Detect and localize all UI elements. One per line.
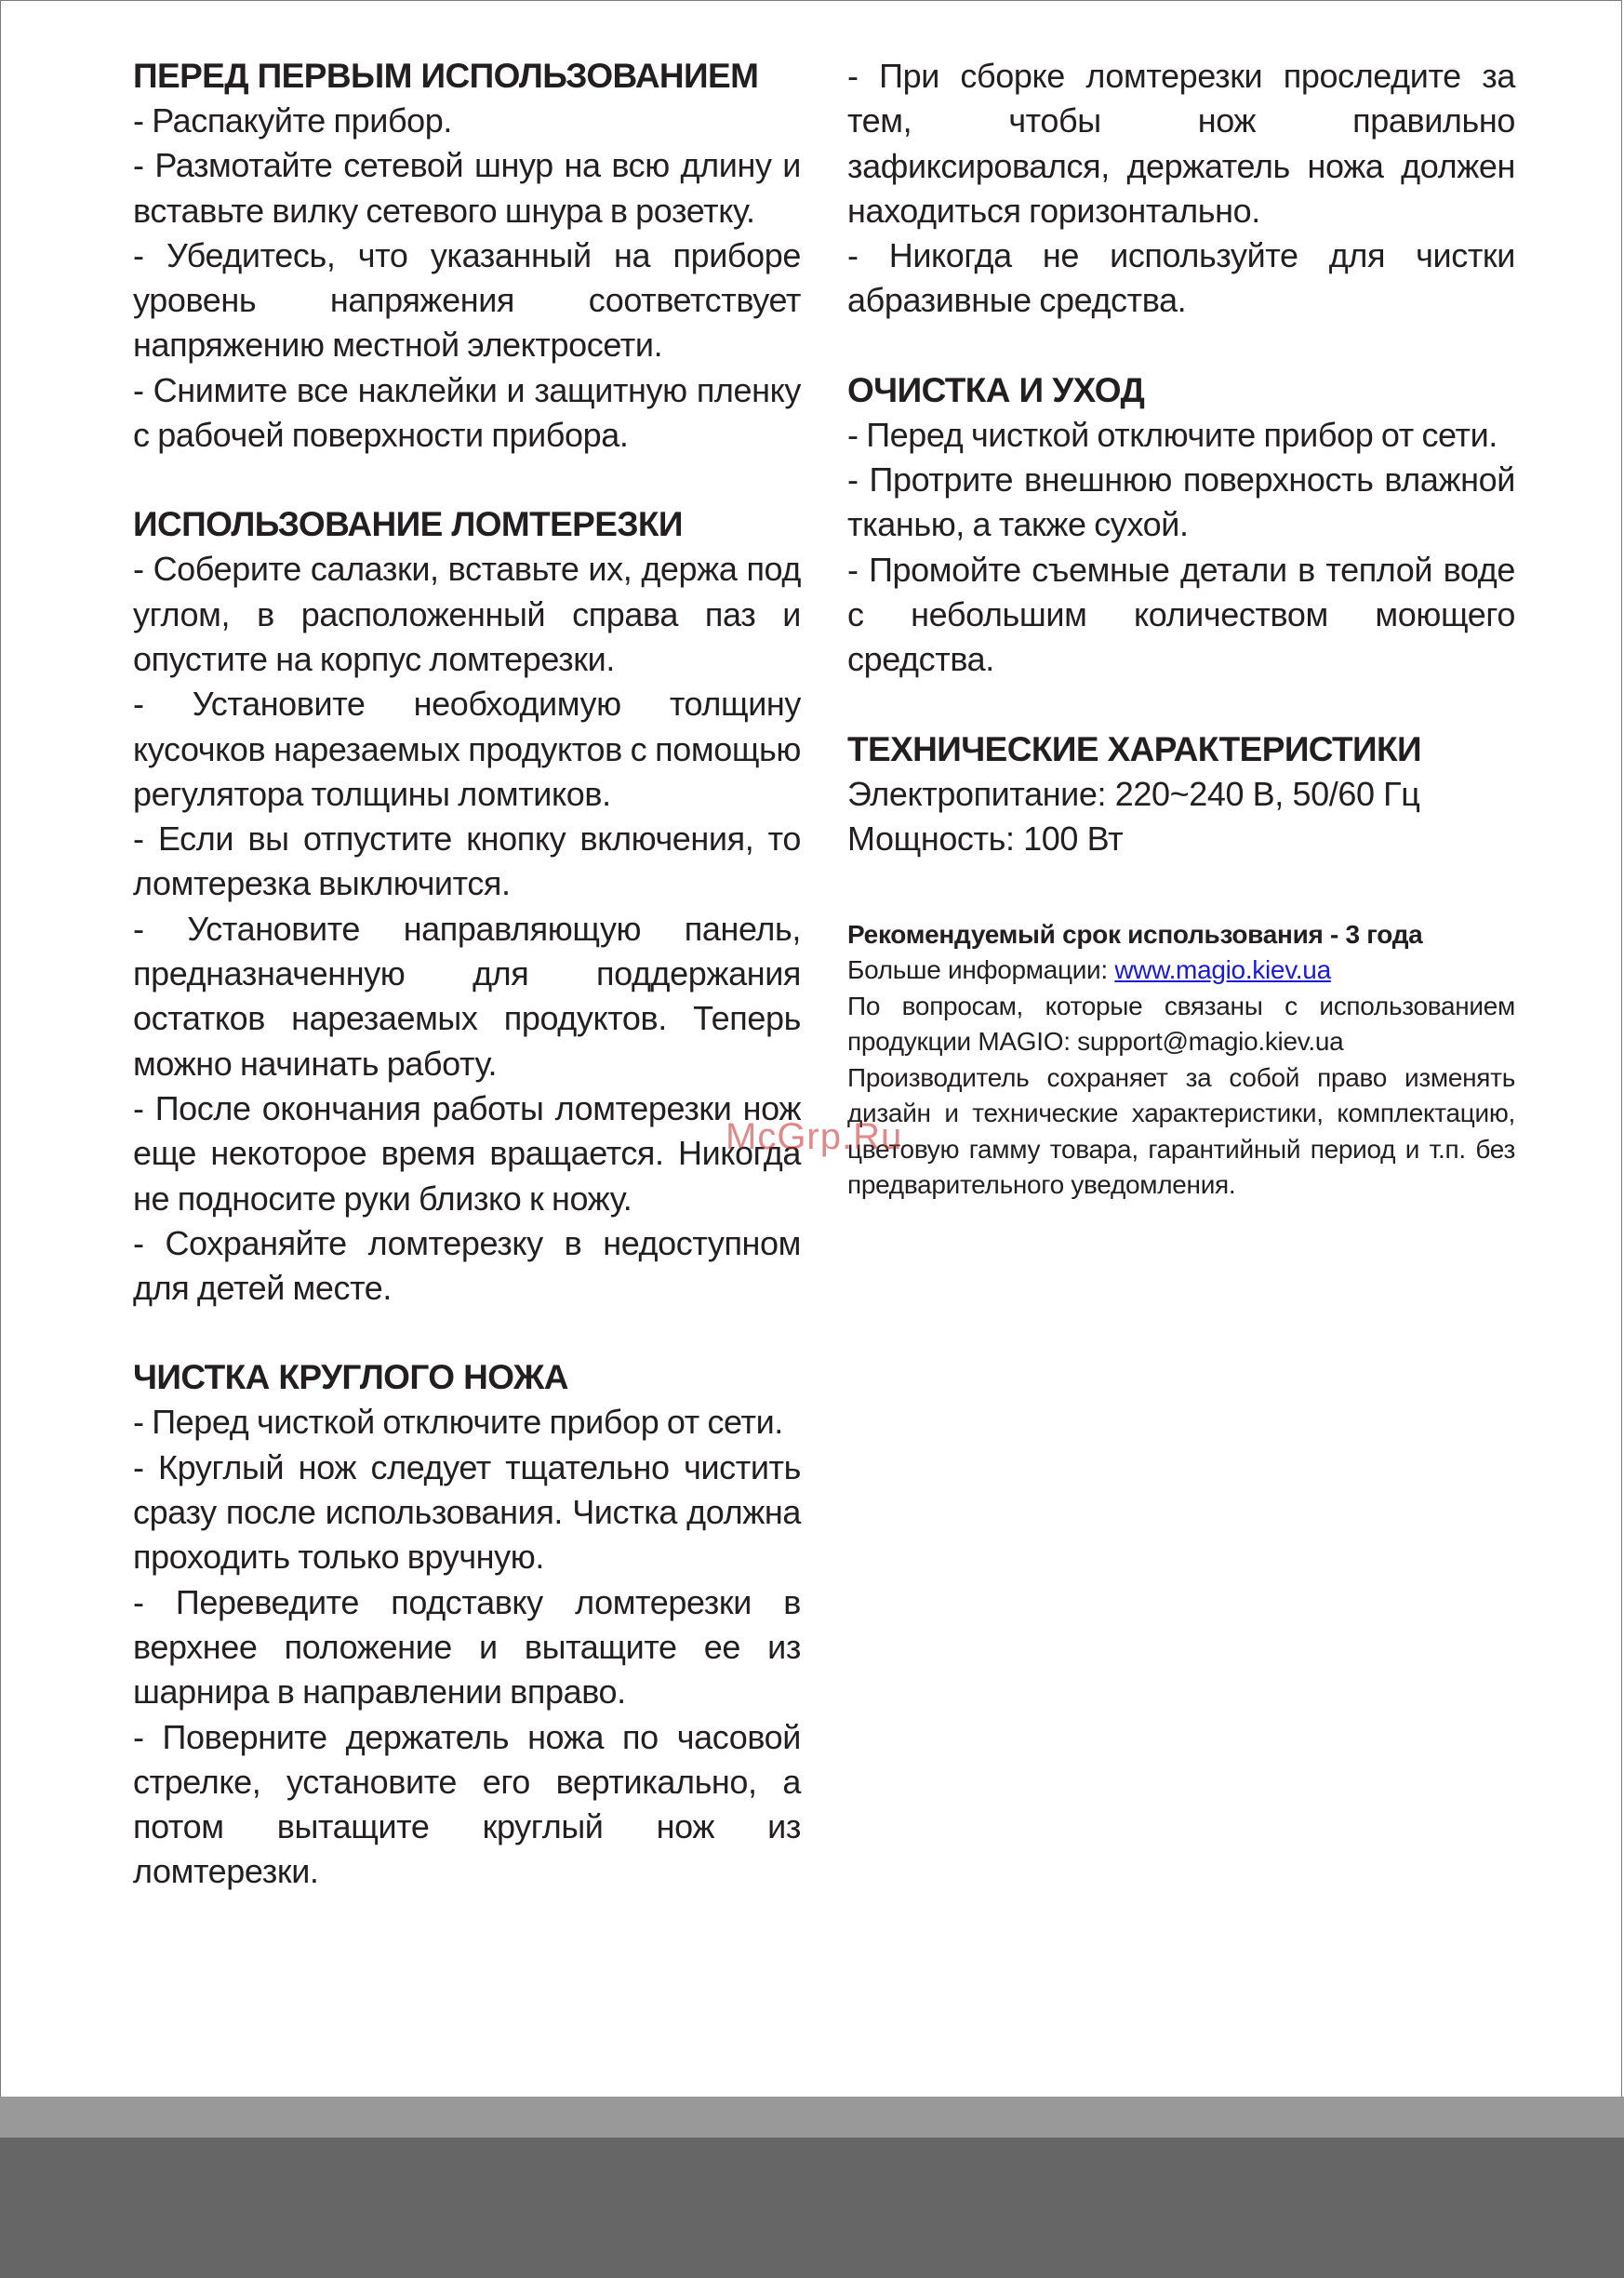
section-specifications [847, 727, 1515, 861]
left-column [133, 54, 801, 1939]
paragraph: - Протрите внешнюю поверхность влажной тканью, а также сухой. [847, 460, 1515, 544]
section-before-first-use [133, 54, 801, 458]
paragraph: - Никогда не используйте для чистки абразивные средства. [847, 236, 1515, 320]
website-link[interactable]: www.magio.kiev.ua [1114, 955, 1331, 985]
paragraph: - Убедитесь, что указанный на приборе уровень напряжения соответствует напряжению местной электросети. [133, 235, 801, 365]
section-heading: ОЧИСТКА И УХОД [847, 370, 1145, 409]
paragraph: - Соберите салазки, вставьте их, держа под углом, в расположенный справа паз и опустите на корпус ломтерезки. [133, 550, 801, 678]
section-blade-cleaning [133, 1355, 801, 1894]
paragraph: - Промойте съемные детали в теплой воде с небольшим количеством моющего средства. [847, 550, 1515, 679]
watermark: McGrp.Ru [725, 1116, 903, 1157]
paragraph: - Если вы отпустите кнопку включения, то ломтерезка выключится. [133, 819, 801, 903]
more-info-label: Больше информации: [847, 955, 1115, 985]
section-blade-cleaning-continued [847, 54, 1515, 324]
section-cleaning-care [847, 368, 1515, 683]
paragraph: - Перед чисткой отключите прибор от сети. [133, 1403, 783, 1442]
paragraph: - Установите направляющую панель, предназначенную для поддержания остатков нарезаемых продуктов. Теперь можно начинать работу. [133, 909, 801, 1083]
footer-band-dark [0, 2138, 1624, 2278]
paragraph: - Поверните держатель ножа по часовой стрелке, установите его вертикально, а потом вытащите круглый нож из ломтерезки. [133, 1717, 801, 1891]
paragraph: - Установите необходимую толщину кусочков нарезаемых продуктов с помощью регулятора толщины ломтиков. [133, 685, 801, 813]
paragraph: - Круглый нож следует тщательно чистить сразу после использования. Чистка должна проходить только вручную. [133, 1447, 801, 1577]
paragraph: - Перед чисткой отключите прибор от сети. [847, 415, 1498, 454]
info-block [847, 917, 1515, 1204]
disclaimer-text: Производитель сохраняет за собой право изменять дизайн и технические характеристики, комплектацию, цветовую гамму товара, гарантийный период и т.п. без предварительного уведомления. [847, 1062, 1515, 1200]
support-text: По вопросам, которые связаны с использованием продукции MAGIO: support@magio.kiev.ua [847, 991, 1515, 1057]
paragraph: - Распакуйте прибор. [133, 101, 453, 140]
spec-power-supply: Электропитание: 220~240 В, 50/60 Гц [847, 774, 1420, 813]
section-slicer-usage [133, 502, 801, 1311]
footer-band-light [0, 2097, 1624, 2138]
paragraph: - Переведите подставку ломтерезки в верхнее положение и вытащите ее из шарнира в направлении вправо. [133, 1582, 801, 1712]
paragraph: - Сохраняйте ломтерезку в недоступном для детей месте. [133, 1223, 801, 1308]
paragraph: - Размотайте сетевой шнур на всю длину и вставьте вилку сетевого шнура в розетку. [133, 146, 801, 230]
section-heading: ЧИСТКА КРУГЛОГО НОЖА [133, 1358, 568, 1397]
section-heading: ПЕРЕД ПЕРВЫМ ИСПОЛЬЗОВАНИЕМ [133, 57, 759, 95]
spec-power: Мощность: 100 Вт [847, 819, 1124, 858]
more-info-line [847, 952, 1515, 989]
paragraph: - При сборке ломтерезки проследите за тем, чтобы нож правильно зафиксировался, держатель ножа должен находиться горизонтально. [847, 57, 1515, 230]
section-heading: ИСПОЛЬЗОВАНИЕ ЛОМТЕРЕЗКИ [133, 505, 683, 544]
service-life: Рекомендуемый срок использования - 3 года [847, 919, 1423, 949]
right-column [847, 54, 1515, 1204]
paragraph: - После окончания работы ломтерезки нож еще некоторое время вращается. Никогда не подносите руки близко к ножу. [133, 1088, 801, 1218]
section-heading: ТЕХНИЧЕСКИЕ ХАРАКТЕРИСТИКИ [847, 729, 1421, 768]
paragraph: - Снимите все наклейки и защитную пленку с рабочей поверхности прибора. [133, 370, 801, 455]
